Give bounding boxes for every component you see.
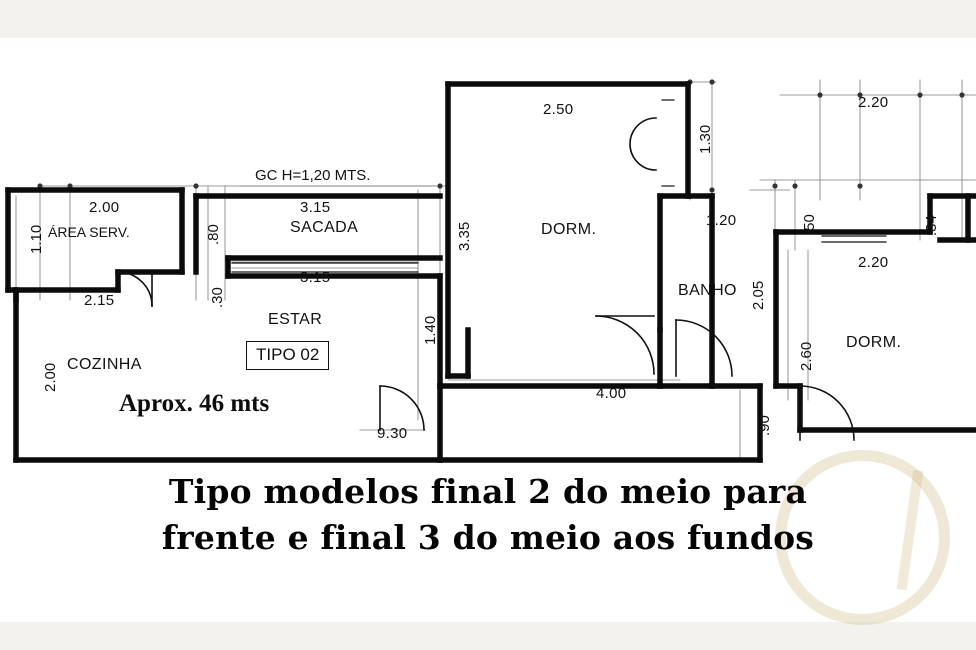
dim-banho-notch: 1.30: [697, 124, 714, 154]
dim-sacada-bottom: 3.15: [300, 269, 331, 286]
room-label-estar: ESTAR: [268, 311, 323, 328]
dim-sacada-top: 3.15: [300, 199, 331, 216]
caption-line-2: frente e final 3 do meio aos fundos: [161, 518, 815, 557]
dim-right-top-2: 2.20: [858, 254, 889, 271]
dim-estar-side: 1.40: [422, 315, 439, 345]
room-label-cozinha: COZINHA: [67, 356, 142, 373]
room-label-sacada: SACADA: [290, 219, 359, 236]
dim-banho-door: .90: [756, 415, 773, 436]
caption-line-1: Tipo modelos final 2 do meio para: [168, 472, 808, 511]
dim-area-serv-width: 2.00: [89, 199, 120, 216]
room-label-dorm-2: DORM.: [846, 334, 902, 351]
dim-dorm1-top: 2.50: [543, 101, 574, 118]
gc-height-note: GC H=1,20 MTS.: [255, 167, 371, 184]
room-label-dorm-1: DORM.: [541, 221, 597, 238]
dim-right-top: 2.20: [858, 94, 889, 111]
dim-right-notch: .50: [801, 214, 818, 235]
dim-dorm1-bottom: 4.00: [596, 385, 627, 402]
dim-dorm2-side: 2.60: [798, 341, 815, 371]
dim-cozinha-height: 2.00: [42, 362, 59, 392]
dim-right-notch-2: .34: [923, 215, 940, 236]
dim-area-serv-bottom: 2.15: [84, 292, 115, 309]
dim-dorm1-side: 3.35: [456, 221, 473, 251]
tipo-title-box: TIPO 02: [246, 341, 329, 370]
dim-sacada-side: .80: [205, 224, 222, 245]
room-label-area-serv: ÁREA SERV.: [48, 224, 130, 240]
room-label-banho: BANHO: [678, 282, 737, 299]
dim-banho-side: 2.05: [750, 280, 767, 310]
dim-area-serv-height: 1.10: [28, 224, 45, 254]
dim-sacada-side-2: .30: [209, 287, 226, 308]
dim-banho-top: 1.20: [706, 212, 737, 229]
dim-estar-bottom: 9.30: [377, 425, 408, 442]
area-note: Aprox. 46 mts: [119, 390, 270, 417]
